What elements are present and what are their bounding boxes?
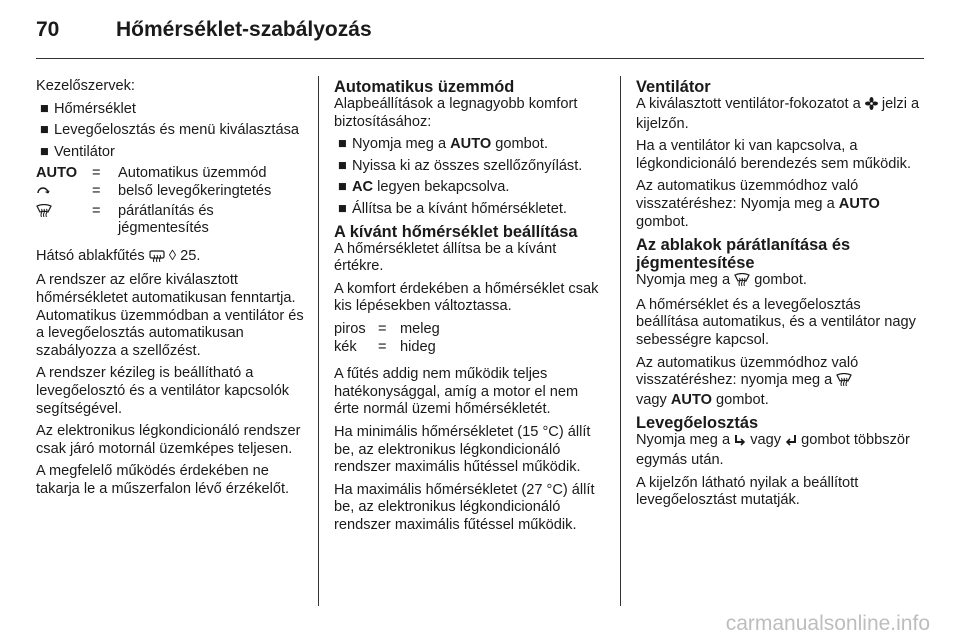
watermark: carmanualsonline.info: [725, 612, 930, 635]
header-rule: [36, 58, 924, 59]
paragraph: Ha minimális hőmérsékletet (15 °C) állít be, az elektronikus légkondicionáló rendszer maximális hűtéssel működik.: [334, 423, 591, 476]
paragraph: Ha a ventilátor ki van kapcsolva, a légkondicionáló berendezés sem működik.: [636, 138, 912, 172]
paragraph: Nyomja meg a gombot.: [636, 272, 926, 292]
paragraph: A rendszer az előre kiválasztott hőmérsékletet automatikusan fenntartja. Automatikus üzemmódban a ventilátor és a levegőelosztás automatikusan szabályozza a szellőzést.: [36, 272, 304, 359]
section-heading-air-distribution: Levegőelosztás: [636, 414, 759, 433]
section-heading-temperature: A kívánt hőmérséklet beállítása: [334, 222, 578, 241]
list-item: ■ Állítsa be a kívánt hőmérsékletet.: [338, 200, 567, 217]
air-distribution-down-icon: [785, 433, 797, 452]
windscreen-defrost-icon: [734, 273, 750, 292]
page-number: 70: [36, 18, 60, 41]
rear-window-heating-icon: [149, 250, 165, 268]
list-item: ■ Hőmérséklet: [40, 100, 136, 117]
page-header: [36, 18, 372, 48]
paragraph: Az automatikus üzemmódhoz való visszatéréshez: Nyomja meg a AUTO gombot.: [636, 178, 880, 230]
legend-row: = párátlanítás és jégmentesítés: [36, 203, 304, 238]
paragraph: A kiválasztott ventilátor-fokozatot a jelzi a kijelzőn.: [636, 96, 920, 132]
column-2: [334, 78, 606, 539]
column-1: [36, 78, 304, 503]
fan-icon: [865, 97, 878, 116]
controls-intro: Kezelőszervek:: [36, 78, 135, 94]
paragraph: A komfort érdekében a hőmérséklet csak kis lépésekben változtassa.: [334, 280, 599, 315]
paragraph: A hőmérsékletet állítsa be a kívánt értékre.: [334, 240, 557, 275]
paragraph: A rendszer kézileg is beállítható a levegőelosztó és a ventilátor kapcsolók segítségével.: [36, 365, 290, 417]
list-item: ■ Nyissa ki az összes szellőzőnyílást.: [338, 157, 583, 174]
legend-row: AUTO = Automatikus üzemmód: [36, 165, 267, 182]
column-divider: [620, 76, 621, 606]
page-reference-arrow: ◊: [168, 247, 177, 264]
page-reference: 25.: [180, 247, 201, 264]
controls-list: [36, 101, 304, 162]
list-item: ■ Levegőelosztás és menü kiválasztása: [40, 122, 299, 139]
air-distribution-up-icon: [734, 433, 746, 452]
paragraph: A fűtés addig nem működik teljes hatékonysággal, amíg a motor el nem érte normál üzemi hőmérsékletét.: [334, 366, 579, 418]
list-item: ■ Ventilátor: [40, 143, 115, 160]
paragraph: Ha maximális hőmérsékletet (27 °C) állít be, az elektronikus légkondicionáló rendszer maximális fűtéssel működik.: [334, 481, 595, 533]
rear-heating-ref: Hátsó ablakfűtés ◊ 25.: [36, 248, 304, 268]
button-legend: [36, 165, 304, 237]
page-title: Hőmérséklet-szabályozás: [116, 18, 372, 41]
windscreen-defrost-icon: [836, 373, 852, 392]
legend-row: = belső levegőkeringtetés: [36, 183, 304, 203]
column-3: [636, 78, 926, 515]
paragraph: A kijelzőn látható nyilak a beállított levegőelosztást mutatják.: [636, 474, 859, 509]
section-heading-auto: Automatikus üzemmód: [334, 78, 515, 96]
paragraph: Az elektronikus légkondicionáló rendszer csak járó motornál üzemképes teljesen.: [36, 423, 301, 457]
legend-row: kék = hideg: [334, 338, 436, 355]
column-divider: [318, 76, 319, 606]
paragraph: A hőmérséklet és a levegőelosztás beállítása automatikus, és a ventilátor nagy sebességre kapcsol.: [636, 296, 916, 348]
list-item: ■ AC legyen bekapcsolva.: [338, 179, 510, 196]
section-heading-defrost: Az ablakok párátlanítása és jégmentesítése: [636, 236, 851, 273]
paragraph: Nyomja meg a vagy gombot többször egymás után.: [636, 432, 910, 468]
paragraph: A megfelelő működés érdekében ne takarja le a műszerfalon lévő érzékelőt.: [36, 463, 290, 497]
paragraph: Alapbeállítások a legnagyobb komfort biztosításához:: [334, 96, 578, 130]
list-item: ■ Nyomja meg a AUTO gombot.: [338, 136, 549, 153]
auto-steps-list: [334, 136, 606, 218]
color-legend: [334, 321, 440, 356]
legend-row: piros = meleg: [334, 320, 440, 337]
section-heading-fan: Ventilátor: [636, 78, 711, 96]
windscreen-defrost-icon: [36, 204, 52, 223]
paragraph: Az automatikus üzemmódhoz való visszatéréshez: nyomja meg a vagy AUTO gombot.: [636, 354, 859, 408]
recirculation-icon: [36, 185, 50, 203]
